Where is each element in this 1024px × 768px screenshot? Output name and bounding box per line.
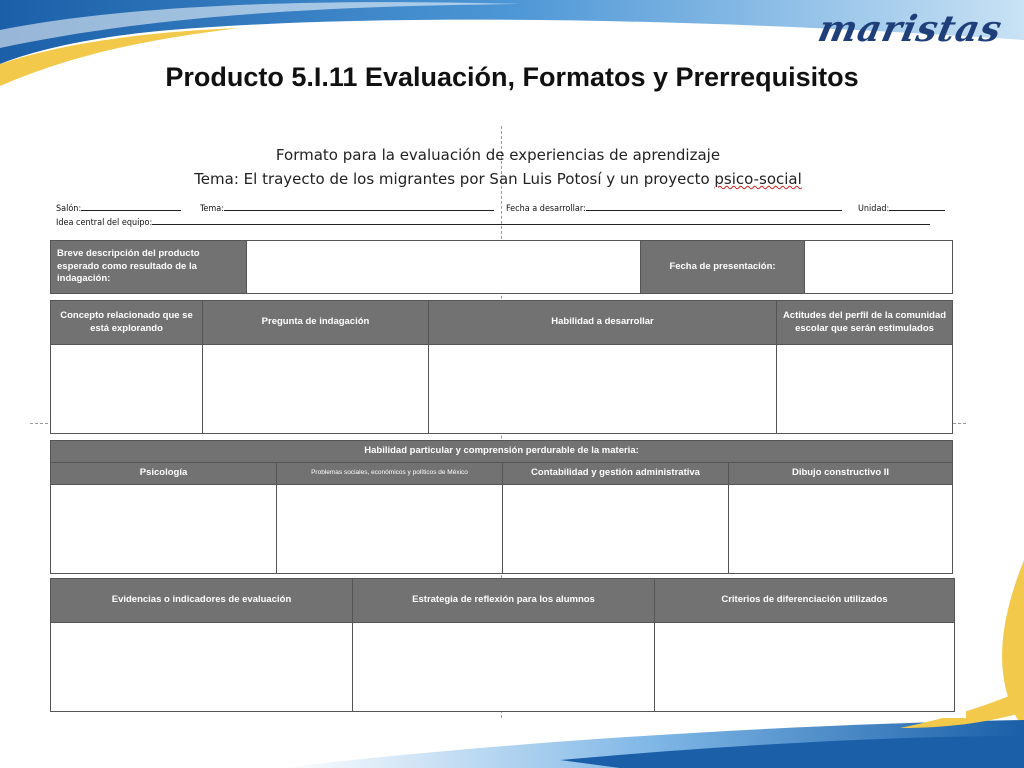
product-description-table: [50, 240, 953, 294]
tema-field[interactable]: [200, 202, 494, 214]
form-heading: Formato para la evaluación de experiencias de aprendizaje: [275, 146, 721, 164]
topic-prefix: Tema:: [194, 170, 244, 188]
evaluation-evidence-table: [50, 578, 955, 712]
presentation-date-label: Fecha de presentación:: [641, 241, 805, 294]
attitudes-input-cell[interactable]: [777, 345, 953, 434]
contabilidad-input-cell[interactable]: [503, 485, 729, 574]
fecha-desarrollar-field[interactable]: [506, 202, 842, 214]
idea-central-field[interactable]: [56, 216, 930, 228]
tema-label: Tema:: [200, 204, 224, 214]
problemas-sociales-input-cell[interactable]: [277, 485, 503, 574]
concept-input-cell[interactable]: [51, 345, 203, 434]
evaluation-form-document: [30, 118, 966, 718]
slide-title: Producto 5.I.11 Evaluación, Formatos y Prerrequisitos: [165, 62, 859, 92]
inquiry-table: [50, 300, 953, 434]
unidad-field[interactable]: [858, 202, 945, 214]
differentiation-criteria-input-cell[interactable]: [655, 623, 955, 712]
presentation-date-input-cell[interactable]: [805, 241, 953, 294]
inquiry-question-header: Pregunta de indagación: [203, 301, 429, 345]
dibujo-constructivo-input-cell[interactable]: [729, 485, 953, 574]
attitudes-header: Actitudes del perfil de la comunidad escolar que serán estimulados: [777, 301, 953, 345]
contabilidad-header: Contabilidad y gestión administrativa: [503, 463, 729, 485]
subject-skills-table: [50, 440, 953, 574]
psicologia-input-cell[interactable]: [51, 485, 277, 574]
skill-header: Habilidad a desarrollar: [429, 301, 777, 345]
salon-field[interactable]: [56, 202, 181, 214]
product-description-label: Breve descripción del producto esperado como resultado de la indagación:: [51, 241, 247, 294]
idea-central-label: Idea central del equipo:: [56, 218, 153, 228]
concept-header: Concepto relacionado que se está explorando: [51, 301, 203, 345]
inquiry-question-input-cell[interactable]: [203, 345, 429, 434]
evidence-input-cell[interactable]: [51, 623, 353, 712]
evidence-header: Evidencias o indicadores de evaluación: [51, 579, 353, 623]
fecha-desarrollar-label: Fecha a desarrollar:: [506, 204, 586, 214]
problemas-sociales-header: Problemas sociales, económicos y políticos de México: [277, 463, 503, 485]
subject-skills-title: Habilidad particular y comprensión perdurable de la materia:: [51, 441, 953, 463]
unidad-label: Unidad:: [858, 204, 890, 214]
reflection-strategy-header: Estrategia de reflexión para los alumnos: [353, 579, 655, 623]
dibujo-constructivo-header: Dibujo constructivo II: [729, 463, 953, 485]
maristas-logo: maristas: [814, 8, 1007, 50]
psicologia-header: Psicología: [51, 463, 277, 485]
differentiation-criteria-header: Criterios de diferenciación utilizados: [655, 579, 955, 623]
skill-input-cell[interactable]: [429, 345, 777, 434]
reflection-strategy-input-cell[interactable]: [353, 623, 655, 712]
topic-text: El trayecto de los migrantes por San Luis Potosí y un proyecto: [243, 170, 715, 188]
salon-label: Salón:: [56, 204, 82, 214]
product-description-input-cell[interactable]: [247, 241, 641, 294]
topic-spellcheck-word: psico-social: [714, 170, 802, 188]
form-topic: [30, 170, 966, 188]
